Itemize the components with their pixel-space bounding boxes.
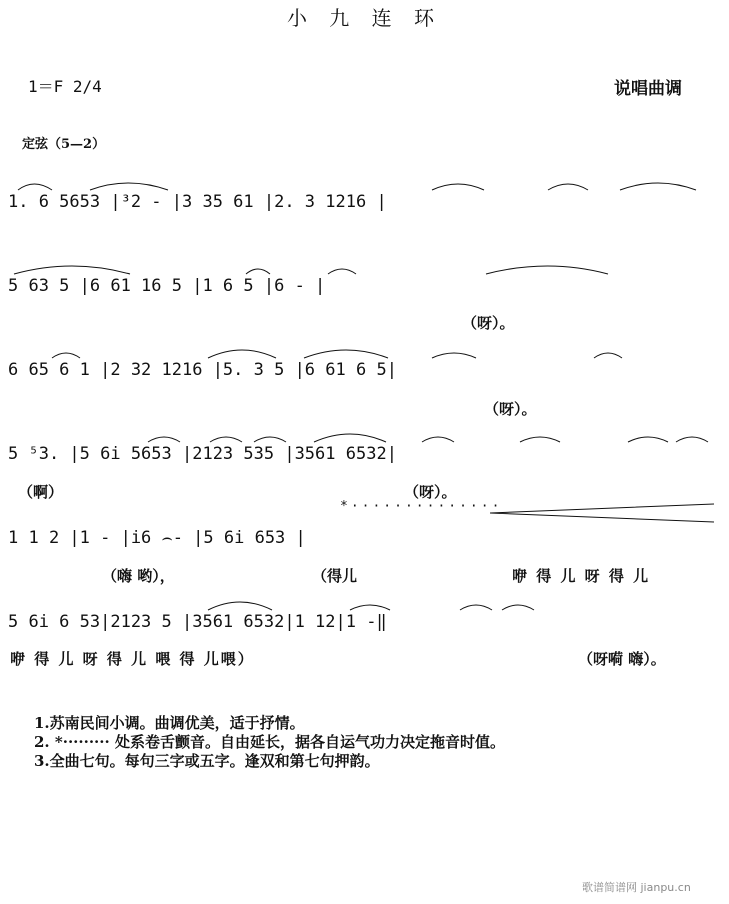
lyric: （啊） <box>18 483 64 501</box>
watermark: 歌谱简谱网 jianpu.cn <box>582 881 691 894</box>
notation-line: 5 6i 6 53|2123 5 |3561 6532|1 12|1 -‖ <box>8 612 387 632</box>
lyric: （呀嗬 嗨）。 <box>578 650 666 668</box>
lyric: （嗨 哟）， <box>102 567 175 585</box>
footnotes <box>34 714 505 771</box>
genre-label: 说唱曲调 <box>614 79 682 99</box>
notation-line: 5 63 5 |6 61 16 5 |1 6 5 |6 - | <box>8 276 326 296</box>
trill-hold-mark: *·············· <box>340 499 503 514</box>
footnote-3: 3.全曲七句。每句三字或五字。逢双和第七句押韵。 <box>34 752 380 770</box>
lyric: （呀）。 <box>462 314 515 332</box>
tuning-label: 定弦（5—2） <box>22 137 106 152</box>
notation-line: 6 65 6 1 |2 32 1216 |5. 3 5 |6 61 6 5| <box>8 360 397 380</box>
staff-line-4 <box>8 430 723 476</box>
staff-line-6 <box>8 598 723 644</box>
lyric: 咿 得 儿 呀 得 儿 喂 得 儿喂） <box>10 650 255 668</box>
lyric: （呀）。 <box>484 400 537 418</box>
staff-line-5 <box>8 514 723 560</box>
notation-line: 5 ⁵3. |5 6i 5653 |2123 535 |3561 6532| <box>8 444 397 464</box>
lyric: （得儿 <box>312 567 358 585</box>
song-title: 小 九 连 环 <box>286 6 443 30</box>
lyric: （呀）。 <box>404 483 457 501</box>
notation-line: 1. 6 5653 |³2 - |3 35 61 |2. 3 1216 | <box>8 192 387 212</box>
staff-line-1 <box>8 178 723 224</box>
footnote-1: 1.苏南民间小调。曲调优美，适于抒情。 <box>34 714 305 732</box>
staff-line-2 <box>8 262 723 308</box>
notation-line: 1 1 2 |1 - |i6 ⌢- |5 6i 653 | <box>8 528 306 548</box>
footnote-2: 2. *········· 处系卷舌颤音。自由延长，据各自运气功力决定拖音时值。 <box>34 733 505 751</box>
key-signature: 1＝F 2/4 <box>28 77 102 96</box>
lyric: 咿 得 儿 呀 得 儿 <box>512 567 651 585</box>
staff-line-3 <box>8 346 723 392</box>
